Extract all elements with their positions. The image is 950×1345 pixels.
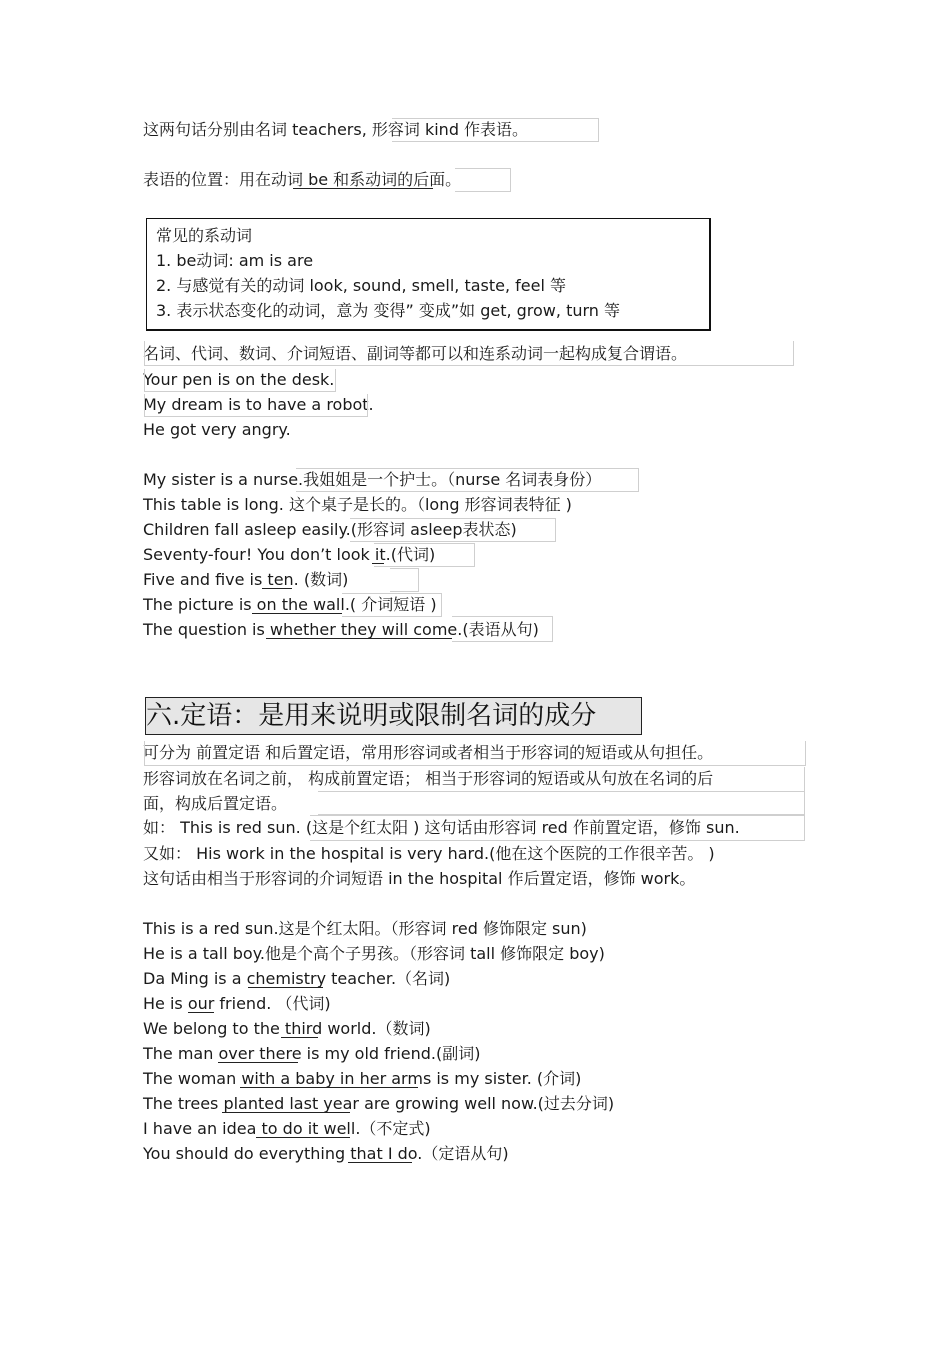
text-frame [350,518,556,542]
text-frame [144,741,806,766]
intro-line-2: 表语的位置：用在动词 be 和系动词的后面。 [143,170,462,189]
attributive-example-10: You should do everything that I do.（定语从句) [143,1144,509,1163]
predicative-example-4: My sister is a nurse.我姐姐是一个护士。（nurse 名词表身份） [143,470,602,489]
section-paragraph-4: 如： This is red sun. (这是个红太阳 ) 这句话由形容词 red 作前置定语，修饰 sun. [143,818,740,837]
predicative-example-10: The question is whether they will come.(表语从句) [143,620,539,639]
text-frame [144,394,368,417]
text-frame [296,468,639,492]
box-title: 常见的系动词 [156,226,253,245]
text-frame [374,543,475,567]
attributive-example-1: This is a red sun.这是个红太阳。（形容词 red 修饰限定 sun) [143,919,587,938]
underline [252,613,342,614]
underline [256,1137,350,1138]
section-heading: 六.定语：是用来说明或限制名词的成分 [146,701,597,731]
section-paragraph-2: 形容词放在名词之前， 构成前置定语； 相当于形容词的短语或从句放在名词的后 [143,769,714,788]
section-paragraph-3: 面，构成后置定语。 [143,794,288,813]
predicative-example-5: This table is long. 这个桌子是长的。（long 形容词表特征 ) [143,495,572,514]
attributive-example-4: He is our friend. （代词) [143,994,331,1013]
section-paragraph-6: 这句话由相当于形容词的介词短语 in the hospital 作后置定语，修饰 work。 [143,869,696,888]
text-frame [144,369,336,392]
predicative-example-8: Five and five is ten. (数词) [143,570,349,589]
underline [188,1012,214,1013]
box-item-2: 2. 与感觉有关的动词 look, sound, smell, taste, feel 等 [156,276,567,295]
predicative-example-2: My dream is to have a robot. [143,395,374,414]
text-frame [144,341,794,366]
underline [218,1062,298,1063]
intro-line-1: 这两句话分别由名词 teachers, 形容词 kind 作表语。 [143,120,529,139]
predicative-example-3: He got very angry. [143,420,291,439]
attributive-example-2: He is a tall boy.他是个高个子男孩。（形容词 tall 修饰限定 boy) [143,944,605,963]
predicative-example-1: Your pen is on the desk. [143,370,335,389]
attributive-example-6: The man over there is my old friend.(副词) [143,1044,481,1063]
attributive-example-3: Da Ming is a chemistry teacher.（名词) [143,969,451,988]
underline [348,1162,412,1163]
section-paragraph-5: 又如： His work in the hospital is very hard.(他在这个医院的工作很辛苦。 ) [143,844,715,863]
text-frame [390,568,419,592]
text-frame [392,118,599,142]
underline [248,987,323,988]
text-frame [310,815,805,841]
underline [222,1112,350,1113]
underline [266,638,452,639]
underline [293,188,433,189]
text-frame [455,168,511,192]
text-frame [318,792,805,815]
attributive-example-7: The woman with a baby in her arms is my sister. (介词) [143,1069,582,1088]
predicative-example-9: The picture is on the wall.( 介词短语 ) [143,595,437,614]
text-frame [318,767,805,792]
predicative-example-6: Children fall asleep easily.(形容词 asleep表状态) [143,520,517,539]
box-item-1: 1. be动词: am is are [156,251,314,270]
text-frame [452,616,553,642]
attributive-example-8: The trees planted last year are growing well now.(过去分词) [143,1094,615,1113]
section-paragraph-1: 可分为 前置定语 和后置定语，常用形容词或者相当于形容词的短语或从句担任。 [143,743,714,762]
underline [281,1037,318,1038]
predicative-summary: 名词、代词、数词、介词短语、副词等都可以和连系动词一起构成复合谓语。 [143,344,688,363]
underline [262,588,292,589]
box-item-3: 3. 表示状态变化的动词，意为 变得” 变成”如 get, grow, turn 等 [156,301,621,320]
attributive-example-9: I have an idea to do it well.（不定式) [143,1119,431,1138]
predicative-example-7: Seventy-four! You don’t look it.(代词) [143,545,436,564]
attributive-example-5: We belong to the third world.（数词) [143,1019,431,1038]
underline [240,1087,418,1088]
text-frame [342,593,442,617]
